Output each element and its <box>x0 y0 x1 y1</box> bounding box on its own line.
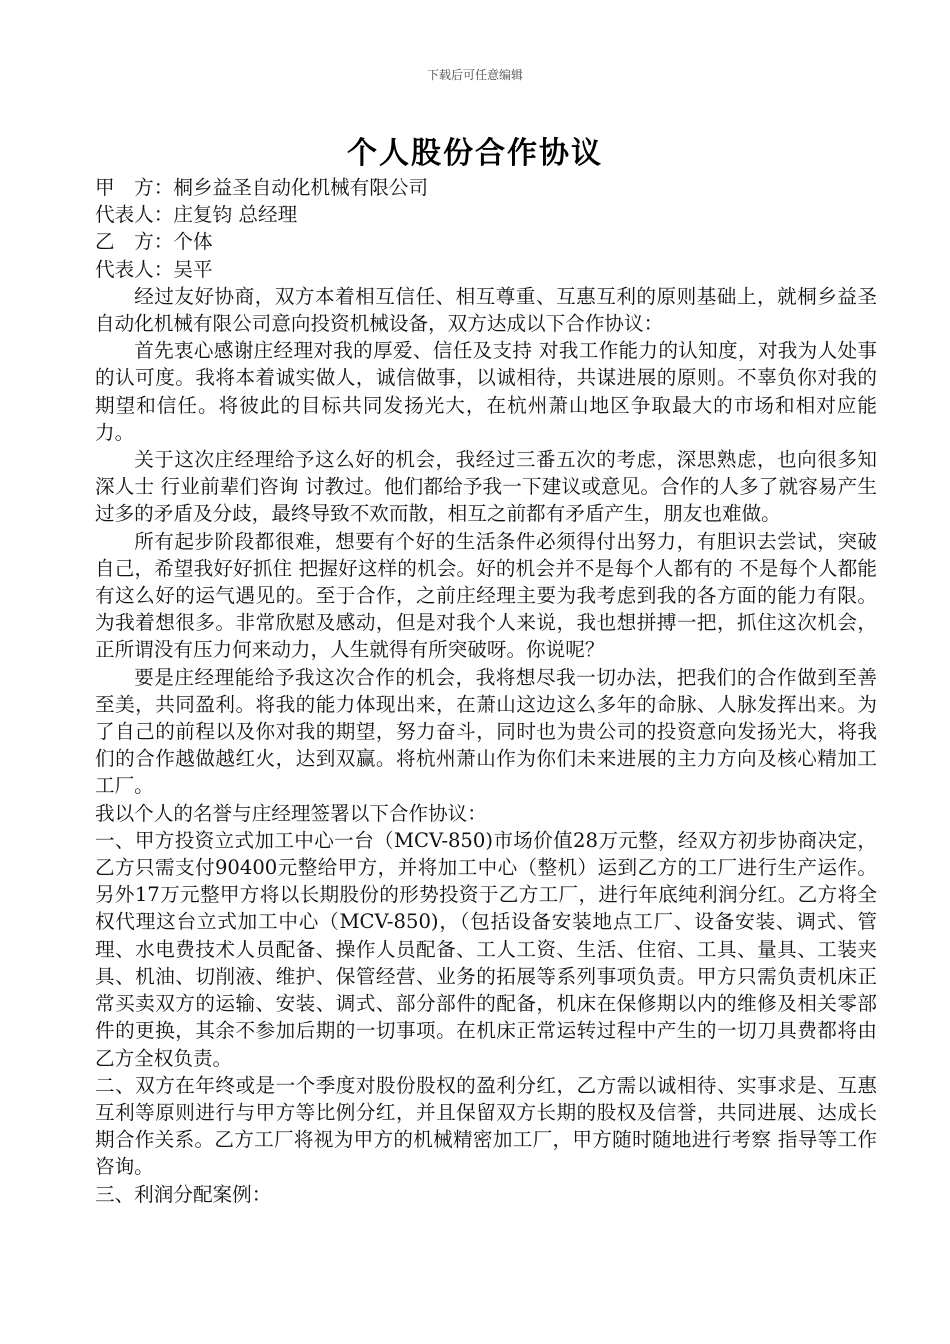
clause-two: 二、双方在年终或是一个季度对股份股权的盈利分红，乙方需以诚相待、实事求是、互惠互利等原则进行与甲方等比例分红，并且保留双方长期的股权及信誉，共同进展、达成长期合作关系。乙方工厂将视为甲方的机械精密加工厂，甲方随时随地进行考察 指导等工作咨询。 <box>95 1073 877 1179</box>
header-note: 下载后可任意编辑 <box>426 68 523 82</box>
party-b-representative-line: 代表人：吴平 <box>95 257 213 281</box>
clause-three-heading: 三、利润分配案例： <box>95 1182 272 1206</box>
party-b-line: 乙 方：个体 <box>95 230 213 254</box>
commitment-paragraph: 要是庄经理能给予我这次合作的机会，我将想尽我一切办法，把我们的合作做到至善至美，共同盈利。将我的能力体现出来，在萧山这边这么多年的命脉、人脉发挥出来。为了自己的前程以及你对我的期望，努力奋斗，同时也为贵公司的投资意向发扬光大，将我们的合作越做越红火，达到双赢。将杭州萧山作为你们未来进展的主力方向及核心精加工工厂。 <box>95 665 877 798</box>
document-body <box>95 174 877 1208</box>
party-a-representative-line: 代表人：庄复钧 总经理 <box>95 203 298 227</box>
consideration-paragraph: 关于这次庄经理给予这么好的机会，我经过三番五次的考虑，深思熟虑，也向很多知深人士 行业前辈们咨询 讨教过。他们都给予我一下建议或意见。合作的人多了就容易产生过多的矛盾及分歧，最终导致不欢而散，相互之前都有矛盾产生，朋友也难做。 <box>95 448 877 526</box>
gratitude-paragraph: 首先衷心感谢庄经理对我的厚爱、信任及支持 对我工作能力的认知度，对我为人处事的认可度。我将本着诚实做人，诚信做事，以诚相待，共谋进展的原则。不辜负你对我的期望和信任。将彼此的目标共同发扬光大，在杭州萧山地区争取最大的市场和相对应能力。 <box>95 339 877 444</box>
document-title: 个人股份合作协议 <box>347 136 603 171</box>
party-a-line: 甲 方：桐乡益圣自动化机械有限公司 <box>95 176 429 199</box>
agreement-lead-line: 我以个人的名誉与庄经理签署以下合作协议： <box>95 801 487 825</box>
clause-one: 一、甲方投资立式加工中心一台（MCV-850)市场价值28万元整，经双方初步协商决定，乙方只需支付90400元整给甲方，并将加工中心（整机）运到乙方的工厂进行生产运作。另外17万元整甲方将以长期股份的形势投资于乙方工厂，进行年底纯利润分红。乙方将全权代理这台立式加工中心（MCV-850)，（包括设备安装地点工厂、设备安装、调式、管理、水电费技术人员配备、操作人员配备、工人工资、生活、住宿、工具、量具、工装夹具、机油、切削液、维护、保管经营、业务的拓展等系列事项负责。甲方只需负责机床正常买卖双方的运输、安装、调式、部分部件的配备，机床在保修期以内的维修及相关零部件的更换，其余不参加后期的一切事项。在机床正常运转过程中产生的一切刀具费都将由乙方全权负责。 <box>95 828 877 1070</box>
opportunity-paragraph: 所有起步阶段都很难，想要有个好的生活条件必须得付出努力，有胆识去尝试，突破自己，希望我好好抓住 把握好这样的机会。好的机会并不是每个人都有的 不是每个人都能有这么好的运气遇见的。至于合作，之前庄经理主要为我考虑到我的各方面的能力有限。为我着想很多。非常欣慰及感动，但是对我个人来说，我也想拼搏一把，抓住这次机会，正所谓没有压力何来动力，人生就得有所突破呀。你说呢？ <box>95 529 877 662</box>
intro-paragraph: 经过友好协商，双方本着相互信任、相互尊重、互惠互利的原则基础上，就桐乡益圣自动化机械有限公司意向投资机械设备，双方达成以下合作协议： <box>95 284 877 336</box>
